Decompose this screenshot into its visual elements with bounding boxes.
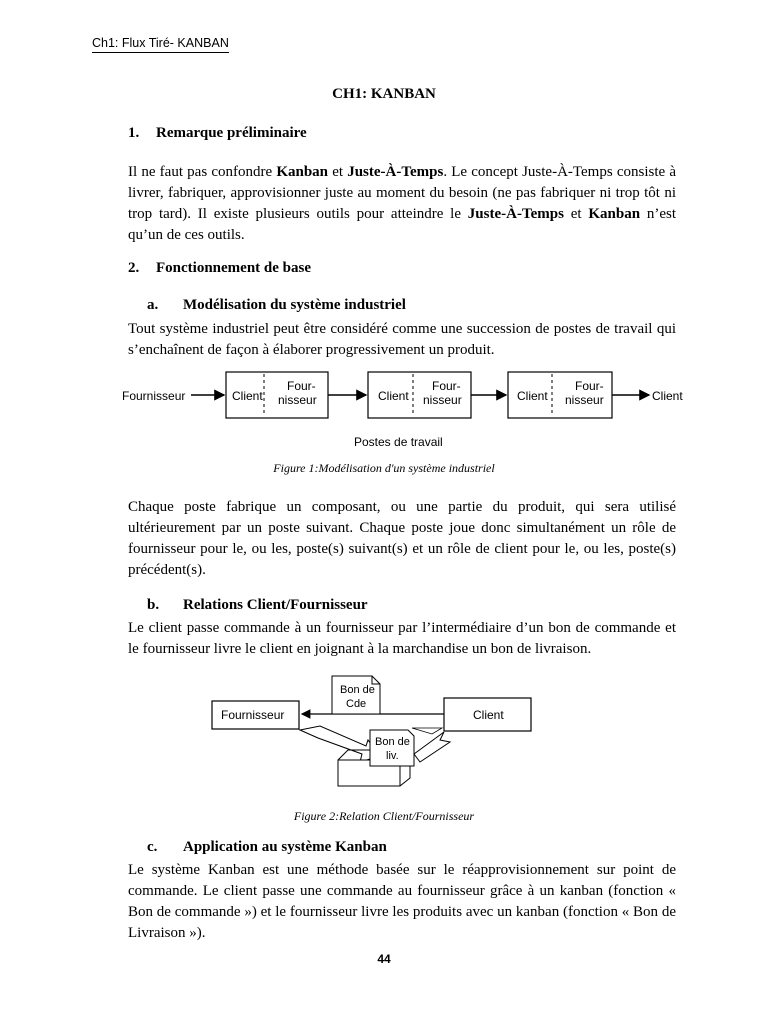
subsection-letter: b. <box>147 597 160 613</box>
figure-2-diagram <box>200 666 570 802</box>
bold-run: Juste-À-Temps <box>467 206 564 222</box>
text-run: n’est qu’un de ces outils. <box>128 206 676 243</box>
text-run: et <box>563 206 589 222</box>
station-supplier-line2: nisseur <box>423 393 462 407</box>
bold-run: Kanban <box>276 164 329 180</box>
paragraph-stations: Chaque poste fabrique un composant, ou une partie du produit, qui sera utilisé ultérieurement par un poste suivant. Chaque poste joue donc simultanément un rôle de fournisseur pour le, ou les, poste(s) suivant(s) et un rôle de client pour le, ou les, poste(s) précédent(s). <box>128 499 676 578</box>
delivery-slip-line2: liv. <box>386 750 399 762</box>
subsection-c-heading <box>147 839 387 856</box>
section-number: 1. <box>128 125 140 141</box>
fig1-left-supplier-label: Fournisseur <box>122 389 186 403</box>
subsection-b-heading <box>147 597 368 614</box>
page-title: CH1: KANBAN <box>332 86 436 102</box>
station-client-label: Client <box>232 389 263 403</box>
subsection-title: Modélisation du système industriel <box>183 297 406 313</box>
order-slip-line1: Bon de <box>340 684 375 696</box>
station-client-label: Client <box>517 389 548 403</box>
figure-1-svg <box>118 362 693 456</box>
bold-run: Kanban <box>588 206 641 222</box>
fig1-right-client-label: Client <box>652 389 683 403</box>
paragraph-model: Tout système industriel peut être considéré comme une succession de postes de travail qui s’enchaînent de façon à élaborer progressivement un produit. <box>128 321 676 358</box>
figure-1-diagram <box>118 362 693 456</box>
text-run: . Le concept Juste-À-Temps consiste à livrer, fabriquer, approvisionner juste au moment du besoin (ne pas fabriquer ni trop tôt ni trop tard). Il existe plusieurs outils pour atteindre le <box>128 164 677 222</box>
paragraph-relations: Le client passe commande à un fournisseur par l’intermédiaire d’un bon de commande et le fournisseur livre le client en joignant à la marchandise un bon de livraison. <box>128 620 676 657</box>
station-supplier-line1: Four- <box>575 379 604 393</box>
stations-label: Postes de travail <box>354 435 443 449</box>
station-client-label: Client <box>378 389 409 403</box>
bold-run: Juste-À-Temps <box>347 164 444 180</box>
section-1-heading <box>128 125 307 142</box>
order-slip-line2: Cde <box>346 698 367 710</box>
station-supplier-line2: nisseur <box>278 393 317 407</box>
subsection-title: Application au système Kanban <box>183 839 387 855</box>
fig2-client-label: Client <box>473 708 504 722</box>
subsection-a-heading <box>147 297 406 314</box>
delivery-slip-line1: Bon de <box>375 736 410 748</box>
subsection-letter: a. <box>147 297 159 313</box>
figure-1-caption: Figure 1:Modélisation d'un système industriel <box>273 461 495 475</box>
figure-2-svg <box>200 666 570 802</box>
paragraph-kanban-application: Le système Kanban est une méthode basée sur le réapprovisionnement sur point de commande. Le client passe une commande au fournisseur grâce à un kanban (fonction « Bon de commande ») et le fournisseur livre les produits avec un kanban (fonction « Bon de Livraison »). <box>128 862 676 941</box>
station-supplier-line2: nisseur <box>565 393 604 407</box>
subsection-letter: c. <box>147 839 158 855</box>
figure-2-caption: Figure 2:Relation Client/Fournisseur <box>293 809 475 823</box>
text-run: et <box>328 164 348 180</box>
station-supplier-line1: Four- <box>432 379 461 393</box>
paragraph-preliminary <box>128 162 676 246</box>
section-title: Remarque préliminaire <box>156 125 307 141</box>
section-title: Fonctionnement de base <box>156 260 311 276</box>
page-number: 44 <box>377 952 391 966</box>
section-number: 2. <box>128 260 140 276</box>
text-run: Il ne faut pas confondre <box>128 164 277 180</box>
section-2-heading <box>128 260 311 277</box>
running-header: Ch1: Flux Tiré- KANBAN <box>92 36 229 53</box>
subsection-title: Relations Client/Fournisseur <box>183 597 368 613</box>
station-supplier-line1: Four- <box>287 379 316 393</box>
fig2-supplier-label: Fournisseur <box>221 708 285 722</box>
